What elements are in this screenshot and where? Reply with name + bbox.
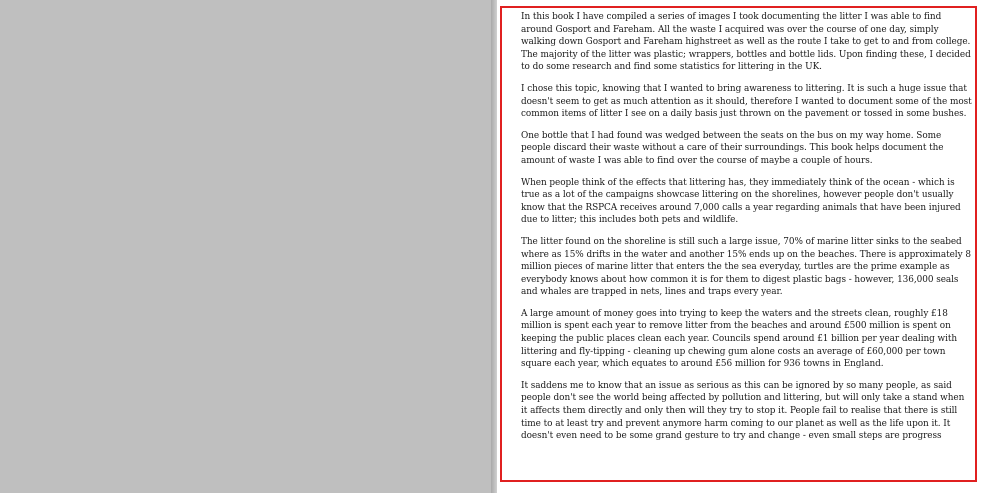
- paragraph-rspca: When people think of the effects that littering has, they immediately think of the ocean - which is true as a lot of the campaigns showcase littering on the shorelines, however people don't usually know that the RSPCA receives around 7,000 calls a year regarding animals that have been injured due to litter; this includes both pets and wildlife.: [521, 177, 961, 226]
- paragraph-cleanup-costs: A large amount of money goes into trying to keep the waters and the streets clean, roughly £18 million is spent each year to remove litter from the beaches and around £500 million is spent on keeping the public places clean each year. Councils spend around £1 billion per year dealing with littering and fly-tipping - cleaning up chewing gum alone costs an average of £60,000 per town square each year, which equates to around £56 million for 936 towns in England.: [521, 308, 958, 370]
- paragraph-intro: In this book I have compiled a series of images I took documenting the litter I was able to find around Gosport and Fareham. All the waste I acquired was over the course of one day, simply walking down Gosport and Fareham highstreet as well as the route I take to get to and from college. The majority of the litter was plastic; wrappers, bottles and bottle lids. Upon finding these, I decided to do some research and find some statistics for littering in the UK.: [521, 12, 971, 73]
- text-frame-content[interactable]: [521, 11, 973, 452]
- paragraph-marine-litter: The litter found on the shoreline is still such a large issue, 70% of marine litter sinks to the seabed where as 15% drifts in the water and another 15% ends up on the beaches. There is approximately 8 million pieces of marine litter that enters the the sea everyday, turtles are the prime example as everybody knows about how common it is for them to digest plastic bags - however, 136,000 seals and whales are trapped in nets, lines and traps every year.: [521, 236, 971, 298]
- paragraph-bus-bottle: One bottle that I had found was wedged between the seats on the bus on my way home. Some people discard their waste without a care of their surroundings. This book helps document the amount of waste I was able to find over the course of maybe a couple of hours.: [521, 130, 944, 166]
- paragraph-conclusion: It saddens me to know that an issue as serious as this can be ignored by so many people, as said people don't see the world being affected by pollution and littering, but will only take a stand when it affects them directly and only then will they try to stop it. People fail to realise that there is still time to at least try and prevent anymore harm coming to our planet as well as the life upon it. It doesn't even need to be some grand gesture to try and change - even small steps are progress: [521, 380, 965, 442]
- paragraph-topic-choice: I chose this topic, knowing that I wanted to bring awareness to littering. It is such a huge issue that doesn't seem to get as much attention as it should, therefore I wanted to document some of the most common items of litter I see on a daily basis just thrown on the pavement or tossed in some bushes.: [521, 83, 972, 120]
